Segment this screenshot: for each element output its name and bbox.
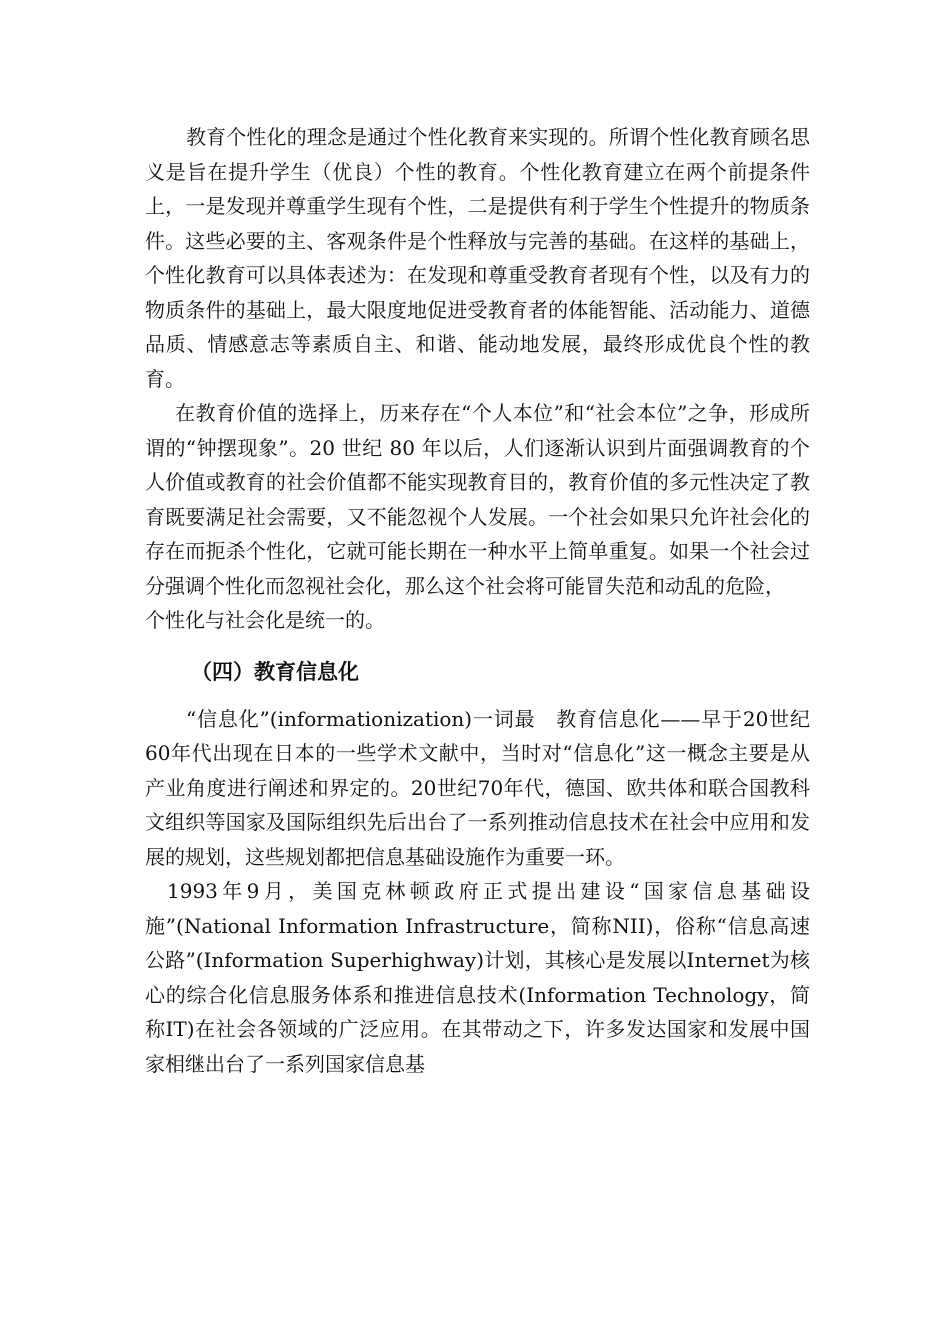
paragraph-informatization-origin: “信息化”(informationization)一词最 教育信息化——早于20世纪60年代出现在日本的一些学术文献中，当时对“信息化”这一概念主要是从产业角度进行阐述和界定的。20世纪70年代，德国、欧共体和联合国教科文组织等国家及国际组织先后出台了一系列推动信息技术在社会中应用和发展的规划，这些规划都把信息基础设施作为重要一环。 — [145, 706, 810, 869]
paragraph-education-value: 在教育价值的选择上，历来存在“个人本位”和“社会本位”之争，形成所谓的“钟摆现象”。20 世纪 80 年以后，人们逐渐认识到片面强调教育的个人价值或教育的社会价值都不能实现教育目的，教育价值的多元性决定了教育既要满足社会需要，又不能忽视个人发展。一个社会如果只允许社会化的存在而扼杀个性化，它就可能长期在一种水平上简单重复。如果一个社会过分强调个性化而忽视社会化，那么这个社会将可能冒失范和动乱的危险， — [145, 401, 810, 598]
document-page — [145, 120, 810, 1081]
section-heading-education-informatization: （四）教育信息化 — [191, 659, 359, 684]
paragraph-unity-statement: 个性化与社会化是统一的。 — [145, 608, 385, 632]
paragraph-individualized-education: 教育个性化的理念是通过个性化教育来实现的。所谓个性化教育顾名思义是旨在提升学生（优良）个性的教育。个性化教育建立在两个前提条件上，一是发现并尊重学生现有个性，二是提供有利于学生个性提升的物质条件。这些必要的主、客观条件是个性释放与完善的基础。在这样的基础上，个性化教育可以具体表述为：在发现和尊重受教育者现有个性，以及有力的物质条件的基础上，最大限度地促进受教育者的体能智能、活动能力、道德品质、情感意志等素质自主、和谐、能动地发展，最终形成优良个性的教育。 — [145, 125, 810, 391]
paragraph-nii-plan: 1993年9月，美国克林顿政府正式提出建设“国家信息基础设施”(National Information Infrastructure，简称NII)，俗称“信息高速公路”(Information Superhighway)计划，其核心是发展以Internet为核心的综合化信息服务体系和推进信息技术(Information Technology，简称IT)在社会各领域的广泛应用。在其带动之下，许多发达国家和发展中国家相继出台了一系列国家信息基 — [145, 879, 810, 1076]
